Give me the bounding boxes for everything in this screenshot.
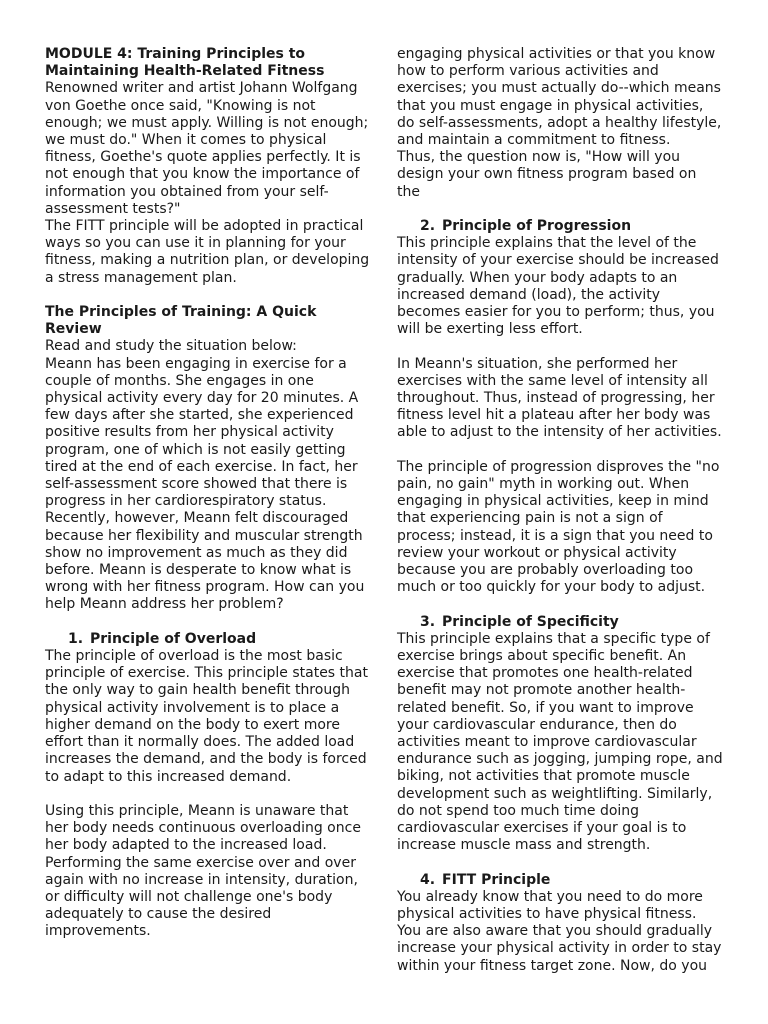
fitt-heading [397, 872, 723, 889]
overload-heading-text: Principle of Overload [90, 630, 257, 647]
specificity-paragraph: This principle explains that a specific type of exercise brings about specific benefit. An exercise that promotes one health-related benefit may not promote another health-related benefit. So, if you want to improve your cardiovascular endurance, then do activities meant to improve cardiovascular endurance such as jogging, jumping rope, and biking, not activities that promote muscle development such as weightlifting. Similarly, do not spend too much time doing cardiovascular exercises if your goal is to increase muscle mass and strength. [397, 630, 723, 854]
progression-number: 2. [420, 218, 436, 235]
specificity-heading [397, 614, 723, 631]
specificity-number: 3. [420, 613, 436, 630]
progression-heading-text: Principle of Progression [442, 218, 632, 235]
spacer [397, 596, 723, 613]
review-heading: The Principles of Training: A Quick Review [45, 304, 317, 338]
right-column [397, 46, 723, 975]
progression-paragraph-2: In Meann's situation, she performed her exercises with the same level of intensity all throughout. Thus, instead of progressing, her fitness level hit a plateau after her body was able to adjust to the intensity of her activities. [397, 355, 722, 441]
spacer [397, 442, 723, 459]
overload-paragraph-1: The principle of overload is the most basic principle of exercise. This principle states that the only way to gain health benefit through physical activity involvement is to place a higher demand on the body to exert more effort than it normally does. The added load increases the demand, and the body is forced to adapt to this increased demand. [45, 648, 368, 785]
goethe-paragraph: Renowned writer and artist Johann Wolfgang von Goethe once said, "Knowing is not enough; we must apply. Willing is not enough; we must do." When it comes to physical fitness, Goethe's quote applies perfectly. It is not enough that you know the importance of information you obtained from your self-assessment tests?" [45, 80, 369, 217]
continuation-paragraph: engaging physical activities or that you know how to perform various activities and exercises; you must actually do--which means that you must engage in physical activities, do self-assessments, adopt a healthy lifestyle, and maintain a commitment to fitness. [397, 46, 722, 149]
spacer [397, 338, 723, 355]
spacer [45, 786, 371, 803]
spacer [45, 614, 371, 631]
overload-paragraph-2: Using this principle, Meann is unaware that her body needs continuous overloading once her body adapted to the increased load. Performing the same exercise over and over again with no increase in intensity, duration, or difficulty will not challenge one's body adequately to cause the desired improvements. [45, 802, 361, 940]
fitt-heading-text: FITT Principle [442, 871, 551, 888]
spacer [45, 287, 371, 304]
module-title: MODULE 4: Training Principles to Maintaining Health-Related Fitness [45, 46, 325, 80]
progression-heading [397, 218, 723, 235]
overload-number: 1. [68, 630, 84, 647]
read-study-line: Read and study the situation below: [45, 338, 297, 355]
overload-heading [45, 631, 371, 648]
left-column [45, 46, 371, 941]
fitt-number: 4. [420, 871, 436, 888]
question-paragraph: Thus, the question now is, "How will you design your own fitness program based on the [397, 149, 697, 200]
progression-paragraph-3: The principle of progression disproves the "no pain, no gain" myth in working out. When engaging in physical activities, keep in mind that experiencing pain is not a sign of process; instead, it is a sign that you need to review your workout or physical activity because you are probably overloading too much or too quickly for your body to adjust. [397, 458, 720, 596]
fitt-paragraph: You already know that you need to do more physical activities to have physical fitness. You are also aware that you should gradually increase your physical activity in order to stay within your fitness target zone. Now, do you [397, 888, 722, 974]
progression-paragraph-1: This principle explains that the level of the intensity of your exercise should be increased gradually. When your body adapts to an increased demand (load), the activity becomes easier for you to perform; thus, you will be exerting less effort. [397, 235, 719, 338]
meann-situation-paragraph: Meann has been engaging in exercise for a couple of months. She engages in one physical activity every day for 20 minutes. A few days after she started, she experienced positive results from her physical activity program, one of which is not easily getting tired at the end of each exercise. In fact, her self-assessment score showed that there is progress in her cardiorespiratory status. Recently, however, Meann felt discouraged because her flexibility and muscular strength show no improvement as much as they did before. Meann is desperate to know what is wrong with her fitness program. How can you help Meann address her problem? [45, 355, 365, 613]
spacer [397, 854, 723, 871]
fitt-intro-paragraph: The FITT principle will be adopted in practical ways so you can use it in planning for your fitness, making a nutrition plan, or developing a stress management plan. [45, 218, 370, 286]
specificity-heading-text: Principle of Specificity [442, 613, 619, 630]
spacer [397, 201, 723, 218]
